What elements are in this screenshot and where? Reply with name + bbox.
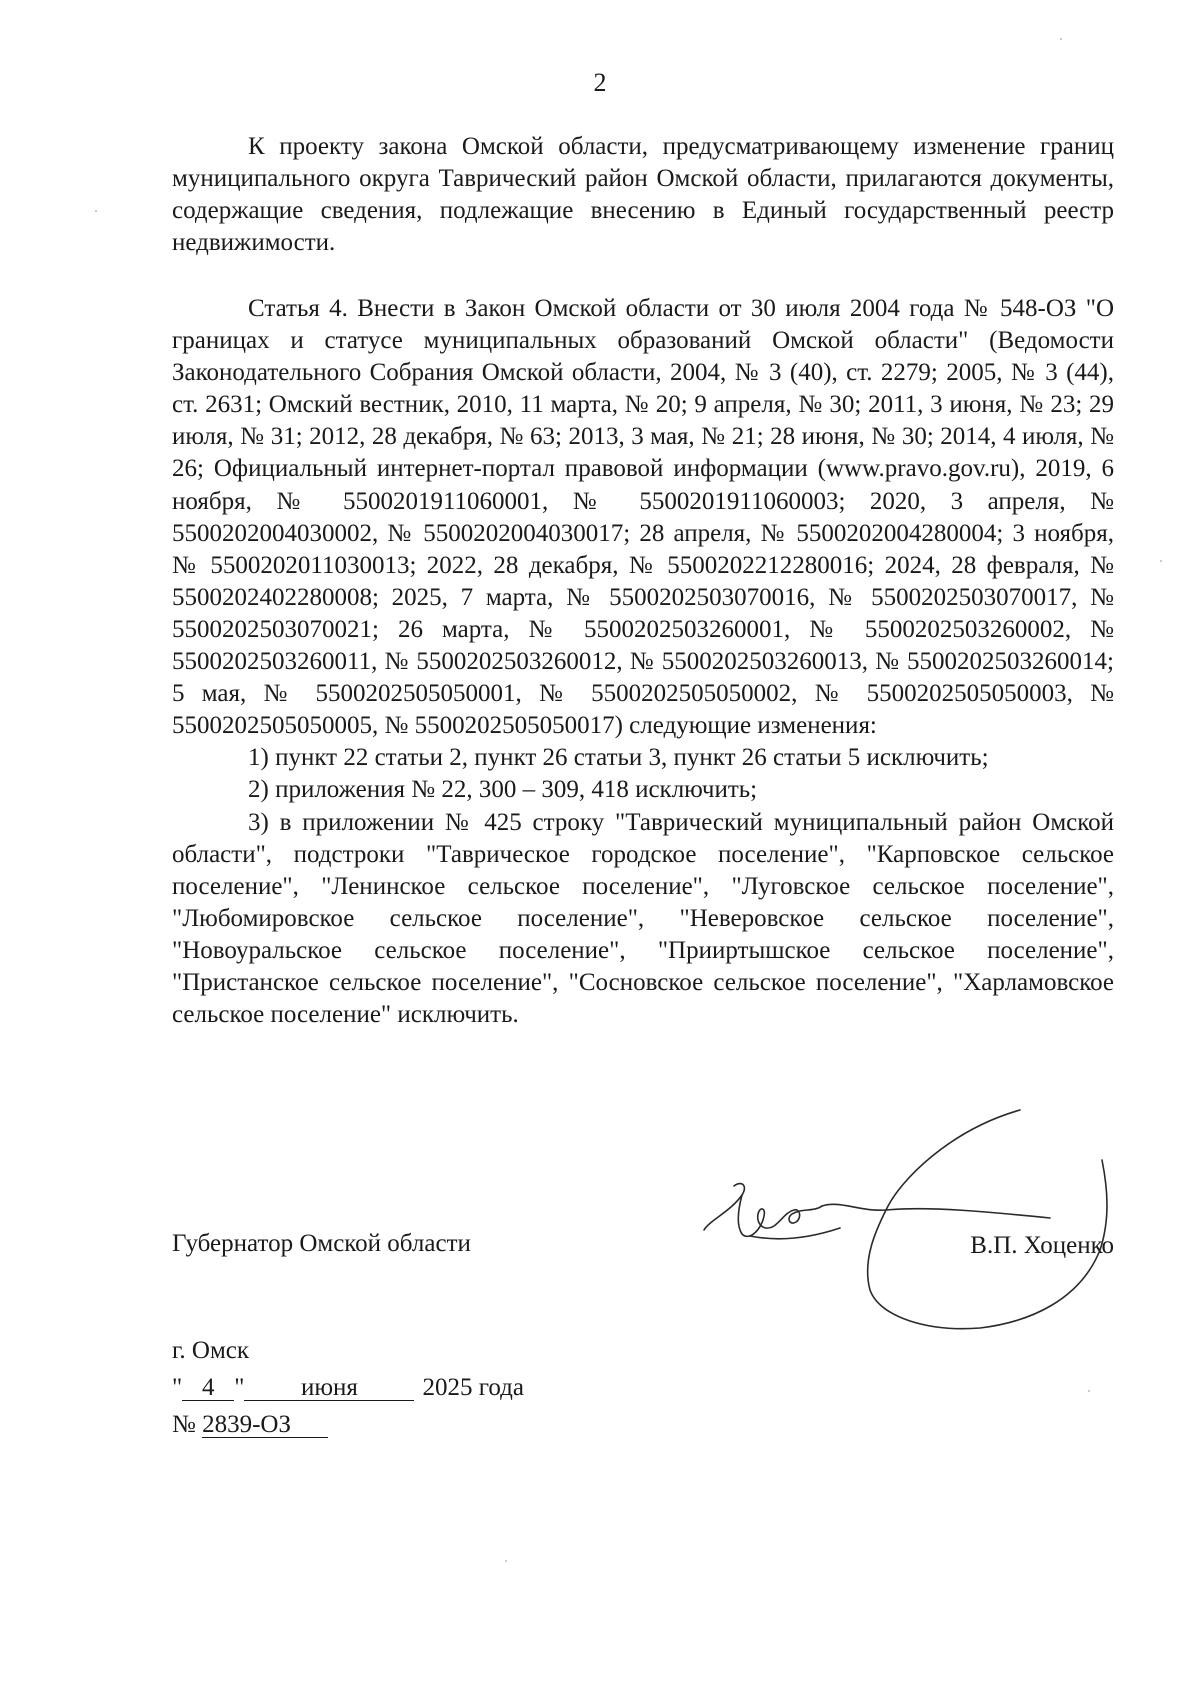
page-number: 2	[593, 68, 607, 97]
date-day: 4	[182, 1376, 234, 1401]
law-number: 2839-ОЗ	[202, 1413, 328, 1438]
article-4-section	[172, 293, 1114, 1031]
article-intro-paragraph: Статья 4. Внести в Закон Омской области от 30 июля 2004 года № 548-ОЗ "О границах и статусе муниципальных образований Омской области" (Ведомости Законодательного Собрания Омской области, 2004, № 3 (40), ст. 2279; 2005, № 3 (44), ст. 2631; Омский вестник, 2010, 11 марта, № 20; 9 апреля, № 30; 2011, 3 июня, № 23; 29 июля, № 31; 2012, 28 декабря, № 63; 2013, 3 мая, № 21; 28 июня, № 30; 2014, 4 июля, № 26; Официальный интернет-портал правовой информации (www.pravo.gov.ru), 2019, 6 ноября, № 5500201911060001, № 5500201911060003; 2020, 3 апреля, № 5500202004030002, № 5500202004030017; 28 апреля, № 5500202004280004; 3 ноября, № 5500202011030013; 2022, 28 декабря, № 5500202212280016; 2024, 28 февраля, № 5500202402280008; 2025, 7 марта, № 5500202503070016, № 5500202503070017, № 5500202503070021; 26 марта, № 5500202503260001, № 5500202503260002, № 5500202503260011, № 5500202503260012, № 5500202503260013, № 5500202503260014; 5 мая, № 5500202505050001, № 5500202505050002, № 5500202505050003, № 5500202505050005, № 5500202505050017) следующие изменения:	[172, 295, 1114, 740]
governor-name: В.П. Хоценко	[970, 1232, 1114, 1259]
scan-speck	[1060, 38, 1062, 40]
city-line	[172, 1332, 524, 1369]
scan-speck	[95, 210, 97, 212]
quote-open: "	[172, 1374, 183, 1401]
date-month: июня	[244, 1376, 414, 1401]
preamble-section	[172, 131, 1114, 259]
date-year: 2025 года	[422, 1374, 524, 1401]
handwritten-signature	[690, 1100, 1120, 1340]
scan-speck	[505, 1560, 507, 1562]
preamble-paragraph: К проекту закона Омской области, предусматривающему изменение границ муниципального округа Таврический район Омской области, прилагаются документы, содержащие сведения, подлежащие внесению в Единый государственный реестр недвижимости.	[172, 133, 1114, 257]
article-item-2: 2) приложения № 22, 300 – 309, 418 исключить;	[248, 776, 758, 804]
scan-speck	[1088, 1390, 1090, 1392]
article-item-1: 1) пункт 22 статьи 2, пункт 26 статьи 3, пункт 26 статьи 5 исключить;	[248, 744, 989, 772]
date-line	[172, 1369, 524, 1406]
governor-title: Губернатор Омской области	[172, 1230, 471, 1257]
article-item-3: 3) в приложении № 425 строку "Таврический муниципальный район Омской области", подстроки "Таврическое городское поселение", "Карповское сельское поселение", "Ленинское сельское поселение", "Луговское сельское поселение", "Любомировское сельское поселение", "Неверовское сельское поселение", "Новоуральское сельское поселение", "Прииртышское сельское поселение", "Пристанское сельское поселение", "Сосновское сельское поселение", "Харламовское сельское поселение" исключить.	[172, 808, 1114, 1029]
law-number-line	[172, 1406, 524, 1443]
quote-close: "	[234, 1374, 245, 1401]
footer-block	[172, 1332, 524, 1443]
city-label: г. Омск	[172, 1337, 250, 1364]
scan-speck	[1160, 560, 1162, 562]
number-sign: №	[172, 1411, 196, 1438]
